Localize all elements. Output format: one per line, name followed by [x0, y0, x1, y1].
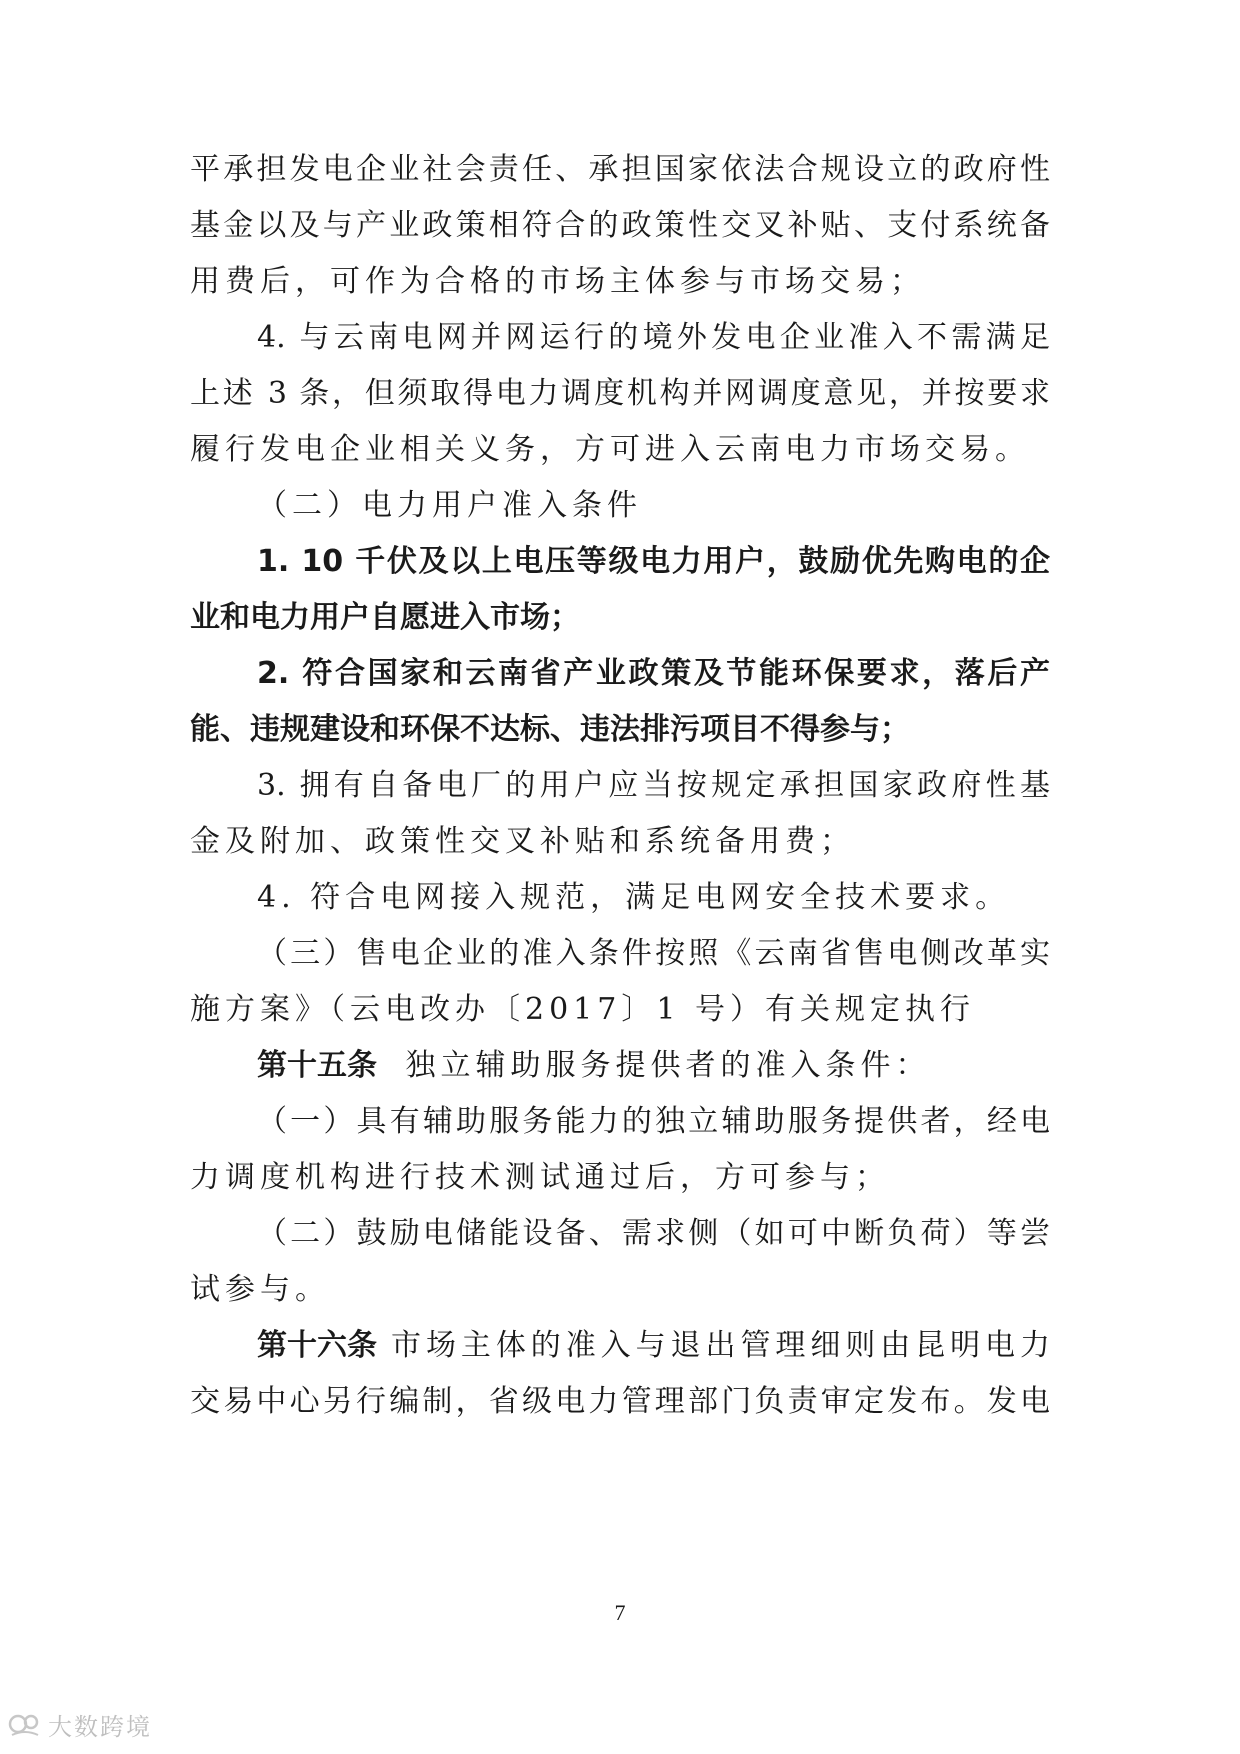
- text-line: （一）具有辅助服务能力的独立辅助服务提供者，经电: [257, 1104, 1050, 1139]
- text-line: 履行发电企业相关义务，方可进入云南电力市场交易。: [190, 432, 1030, 467]
- text-line: 3. 拥有自备电厂的用户应当按规定承担国家政府性基: [257, 768, 1050, 803]
- text-line: 业和电力用户自愿进入市场；: [190, 600, 580, 635]
- article-line: [257, 1326, 1050, 1366]
- section-heading: （二）电力用户准入条件: [257, 488, 642, 523]
- text-line: 2. 符合国家和云南省产业政策及节能环保要求，落后产: [257, 656, 1050, 691]
- text-line: 基金以及与产业政策相符合的政策性交叉补贴、支付系统备: [190, 208, 1050, 243]
- text-line: 1. 10 千伏及以上电压等级电力用户，鼓励优先购电的企: [257, 544, 1050, 579]
- text-line: 施方案》（云电改办〔2017〕1 号）有关规定执行: [190, 992, 975, 1027]
- watermark-text: 大数跨境: [48, 1712, 152, 1741]
- text-line: 试参与。: [190, 1272, 330, 1307]
- text-line: 用费后，可作为合格的市场主体参与市场交易；: [190, 264, 925, 299]
- article-line: [257, 1046, 1050, 1086]
- article-number: 第十六条: [257, 1328, 377, 1363]
- text-line: 上述 3 条，但须取得电力调度机构并网调度意见，并按要求: [190, 376, 1050, 411]
- article-number: 第十五条: [257, 1048, 377, 1083]
- text-line: 独立辅助服务提供者的准入条件：: [405, 1048, 931, 1083]
- text-line: （二）鼓励电储能设备、需求侧（如可中断负荷）等尝: [257, 1216, 1050, 1251]
- text-line: 市场主体的准入与退出管理细则由昆明电力: [391, 1328, 1050, 1363]
- logo-icon: [8, 1709, 42, 1739]
- page-number: 7: [614, 1600, 626, 1625]
- watermark: [8, 1706, 152, 1742]
- text-line: （三）售电企业的准入条件按照《云南省售电侧改革实: [257, 936, 1050, 971]
- text-line: 能、违规建设和环保不达标、违法排污项目不得参与；: [190, 712, 910, 747]
- text-line: 平承担发电企业社会责任、承担国家依法合规设立的政府性: [190, 152, 1050, 187]
- text-line: 4. 符合电网接入规范，满足电网安全技术要求。: [257, 880, 1011, 915]
- text-line: 交易中心另行编制，省级电力管理部门负责审定发布。发电: [190, 1384, 1050, 1419]
- text-line: 力调度机构进行技术测试通过后，方可参与；: [190, 1160, 890, 1195]
- text-line: 金及附加、政策性交叉补贴和系统备用费；: [190, 824, 855, 859]
- text-line: 4. 与云南电网并网运行的境外发电企业准入不需满足: [257, 320, 1050, 355]
